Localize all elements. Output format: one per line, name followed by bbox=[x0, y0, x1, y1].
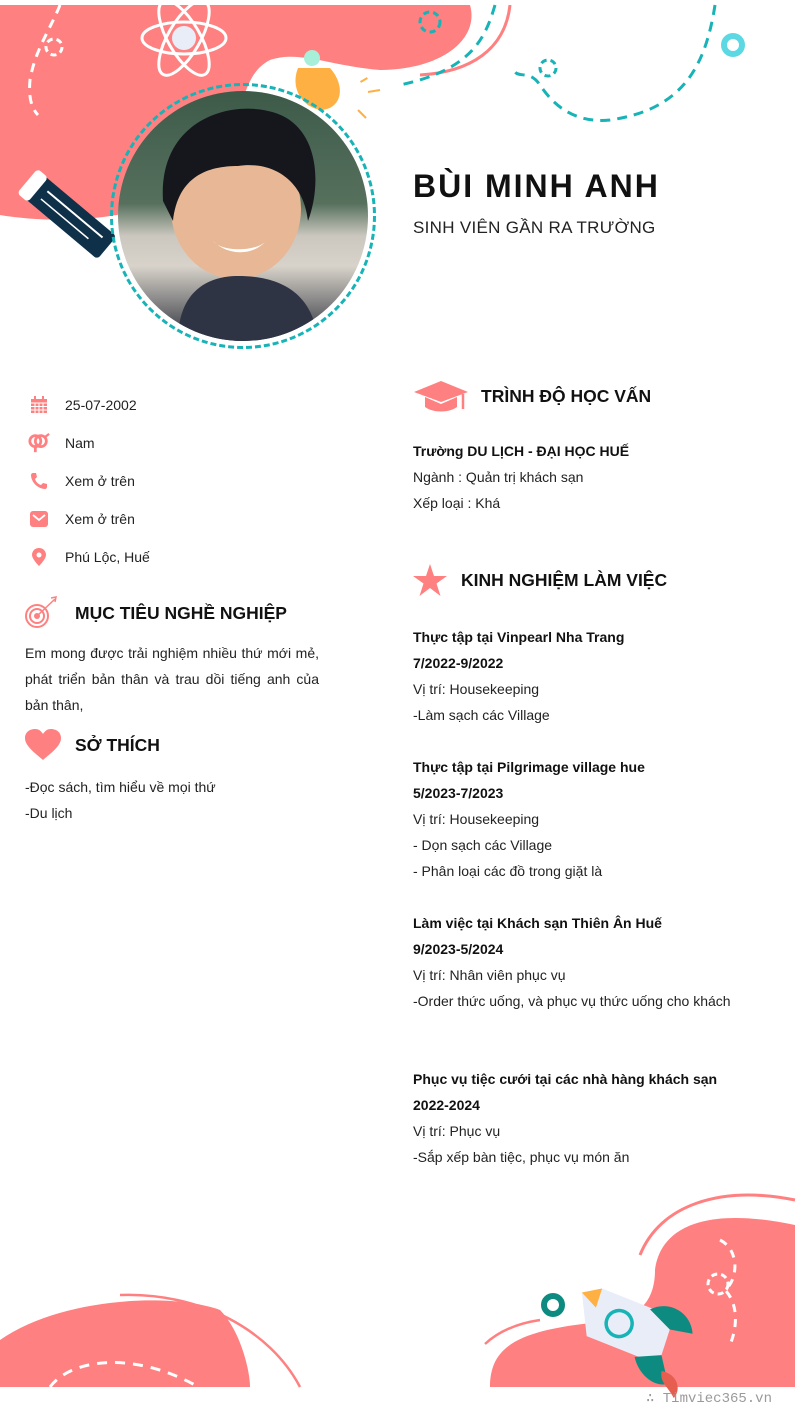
job-detail: - Dọn sạch các Village bbox=[413, 837, 553, 853]
phone-icon bbox=[28, 470, 50, 492]
education-major: Ngành : Quản trị khách sạn bbox=[413, 469, 584, 485]
gender-icon bbox=[28, 432, 50, 454]
education-grade: Xếp loại : Khá bbox=[413, 495, 501, 511]
job-title: Thực tập tại Vinpearl Nha Trang bbox=[413, 629, 625, 645]
candidate-name: BÙI MINH ANH bbox=[413, 168, 660, 204]
contact-email: Xem ở trên bbox=[28, 500, 328, 538]
objective-header bbox=[25, 596, 319, 630]
avatar-illustration bbox=[118, 91, 368, 341]
job-detail: Vị trí: Housekeeping bbox=[413, 811, 540, 827]
experience-title: KINH NGHIỆM LÀM VIỆC bbox=[461, 569, 668, 590]
education-header bbox=[413, 378, 783, 414]
contact-list bbox=[28, 386, 328, 576]
calendar-icon bbox=[28, 394, 50, 416]
job-title: Thực tập tại Pilgrimage village hue bbox=[413, 759, 645, 775]
hobbies-section bbox=[25, 728, 319, 826]
contact-gender: Nam bbox=[28, 424, 328, 462]
job-entry bbox=[413, 910, 783, 1014]
contact-birthday: 25-07-2002 bbox=[28, 386, 328, 424]
job-entry bbox=[413, 1066, 783, 1170]
job-detail: -Sắp xếp bàn tiệc, phục vụ món ăn bbox=[413, 1149, 630, 1165]
email-icon bbox=[28, 508, 50, 530]
job-title: Làm việc tại Khách sạn Thiên Ân Huế bbox=[413, 915, 662, 931]
heart-icon bbox=[25, 728, 75, 762]
education-title: TRÌNH ĐỘ HỌC VẤN bbox=[481, 385, 652, 406]
job-period: 7/2022-9/2022 bbox=[413, 655, 504, 671]
location-pin-icon bbox=[28, 546, 50, 568]
graduation-cap-icon bbox=[413, 378, 481, 414]
avatar bbox=[118, 91, 368, 341]
hobbies-header bbox=[25, 728, 319, 762]
job-detail: Vị trí: Phục vụ bbox=[413, 1123, 501, 1139]
experience-header bbox=[413, 562, 783, 598]
contact-phone: Xem ở trên bbox=[28, 462, 328, 500]
objective-section bbox=[25, 596, 319, 718]
education-section bbox=[413, 378, 783, 516]
star-icon bbox=[413, 562, 461, 598]
job-period: 5/2023-7/2023 bbox=[413, 785, 504, 801]
job-detail: Vị trí: Nhân viên phục vụ bbox=[413, 967, 566, 983]
job-detail: Vị trí: Housekeeping bbox=[413, 681, 540, 697]
hobby-item: -Đọc sách, tìm hiểu về mọi thứ bbox=[25, 779, 216, 795]
target-icon bbox=[25, 596, 75, 630]
hobbies-title: SỞ THÍCH bbox=[75, 734, 160, 755]
job-entry bbox=[413, 754, 783, 884]
experience-section bbox=[413, 562, 783, 1196]
education-school: Trường DU LỊCH - ĐẠI HỌC HUẾ bbox=[413, 443, 630, 459]
job-period: 2022-2024 bbox=[413, 1097, 480, 1113]
job-detail: - Phân loại các đồ trong giặt là bbox=[413, 863, 603, 879]
objective-text: Em mong được trải nghiệm nhiều thứ mới mẻ, phát triển bản thân và trau dồi tiếng anh của bản thân, bbox=[25, 645, 319, 713]
watermark: ∴ Timviec365.vn bbox=[645, 1391, 772, 1407]
job-detail: -Order thức uống, và phục vụ thức uống cho khách bbox=[413, 993, 731, 1009]
ring-icon bbox=[724, 36, 742, 54]
job-entry bbox=[413, 624, 783, 728]
candidate-role: SINH VIÊN GẦN RA TRƯỜNG bbox=[413, 218, 656, 237]
job-title: Phục vụ tiệc cưới tại các nhà hàng khách sạn bbox=[413, 1071, 718, 1087]
ring-icon bbox=[544, 1296, 562, 1314]
hobby-item: -Du lịch bbox=[25, 805, 73, 821]
job-detail: -Làm sạch các Village bbox=[413, 707, 550, 723]
footer-decoration bbox=[0, 1180, 800, 1413]
contact-address: Phú Lộc, Huế bbox=[28, 538, 328, 576]
job-period: 9/2023-5/2024 bbox=[413, 941, 504, 957]
objective-title: MỤC TIÊU NGHỀ NGHIỆP bbox=[75, 602, 287, 623]
